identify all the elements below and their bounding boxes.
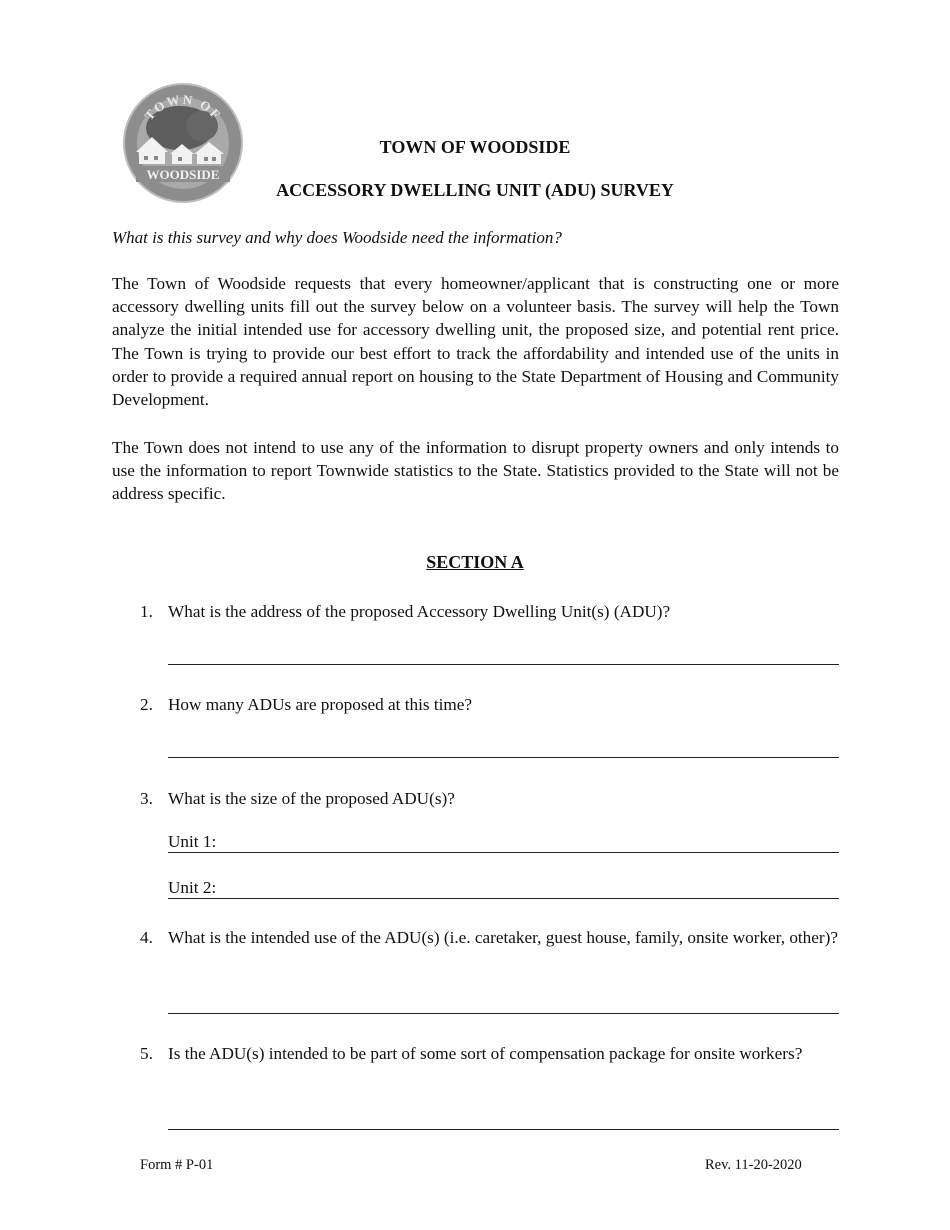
question-3 <box>140 787 840 810</box>
question-text: What is the address of the proposed Accessory Dwelling Unit(s) (ADU)? <box>168 602 671 621</box>
answer-line-2[interactable] <box>168 757 839 758</box>
answer-line-5[interactable] <box>168 1129 839 1130</box>
unit-2-field[interactable]: Unit 2: <box>168 878 839 899</box>
question-text: How many ADUs are proposed at this time? <box>168 695 473 714</box>
question-text: Is the ADU(s) intended to be part of some sort of compensation package for onsite workers? <box>168 1044 803 1063</box>
question-text: What is the intended use of the ADU(s) (i.e. caretaker, guest house, family, onsite worker, other)? <box>168 928 838 947</box>
question-5 <box>140 1042 840 1065</box>
question-text: What is the size of the proposed ADU(s)? <box>168 789 455 808</box>
answer-line-4[interactable] <box>168 1013 839 1014</box>
logo-top-text: TOWN OF <box>141 91 225 124</box>
intro-paragraph-1: The Town of Woodside requests that every homeowner/applicant that is constructing one or more accessory dwelling units fill out the survey below on a volunteer basis. The survey will help the Town analyze the initial intended use for accessory dwelling unit, the proposed size, and potential rent price. The Town is trying to provide our best effort to track the affordability and intended use of the units in order to provide a required annual report on housing to the State Department of Housing and Community Development. <box>112 274 839 410</box>
question-number: 5. <box>140 1044 153 1063</box>
section-a-heading: SECTION A <box>426 552 524 572</box>
question-2 <box>140 693 840 716</box>
answer-line-1[interactable] <box>168 664 839 665</box>
revision-date: Rev. 11-20-2020 <box>705 1157 802 1173</box>
question-number: 2. <box>140 695 153 714</box>
intro-question: What is this survey and why does Woodside need the information? <box>112 228 562 247</box>
form-number: Form # P-01 <box>140 1157 214 1173</box>
survey-title: ACCESSORY DWELLING UNIT (ADU) SURVEY <box>276 180 674 200</box>
unit-1-field[interactable]: Unit 1: <box>168 832 839 853</box>
logo-bottom-text: WOODSIDE <box>146 167 220 182</box>
question-4 <box>140 926 840 949</box>
question-number: 4. <box>140 928 153 947</box>
question-number: 1. <box>140 602 153 621</box>
question-1 <box>140 600 840 623</box>
intro-paragraph-2: The Town does not intend to use any of the information to disrupt property owners and only intends to use the information to report Townwide statistics to the State. Statistics provided to the State will not be address specific. <box>112 438 839 504</box>
town-title: TOWN OF WOODSIDE <box>379 137 571 157</box>
question-number: 3. <box>140 789 153 808</box>
